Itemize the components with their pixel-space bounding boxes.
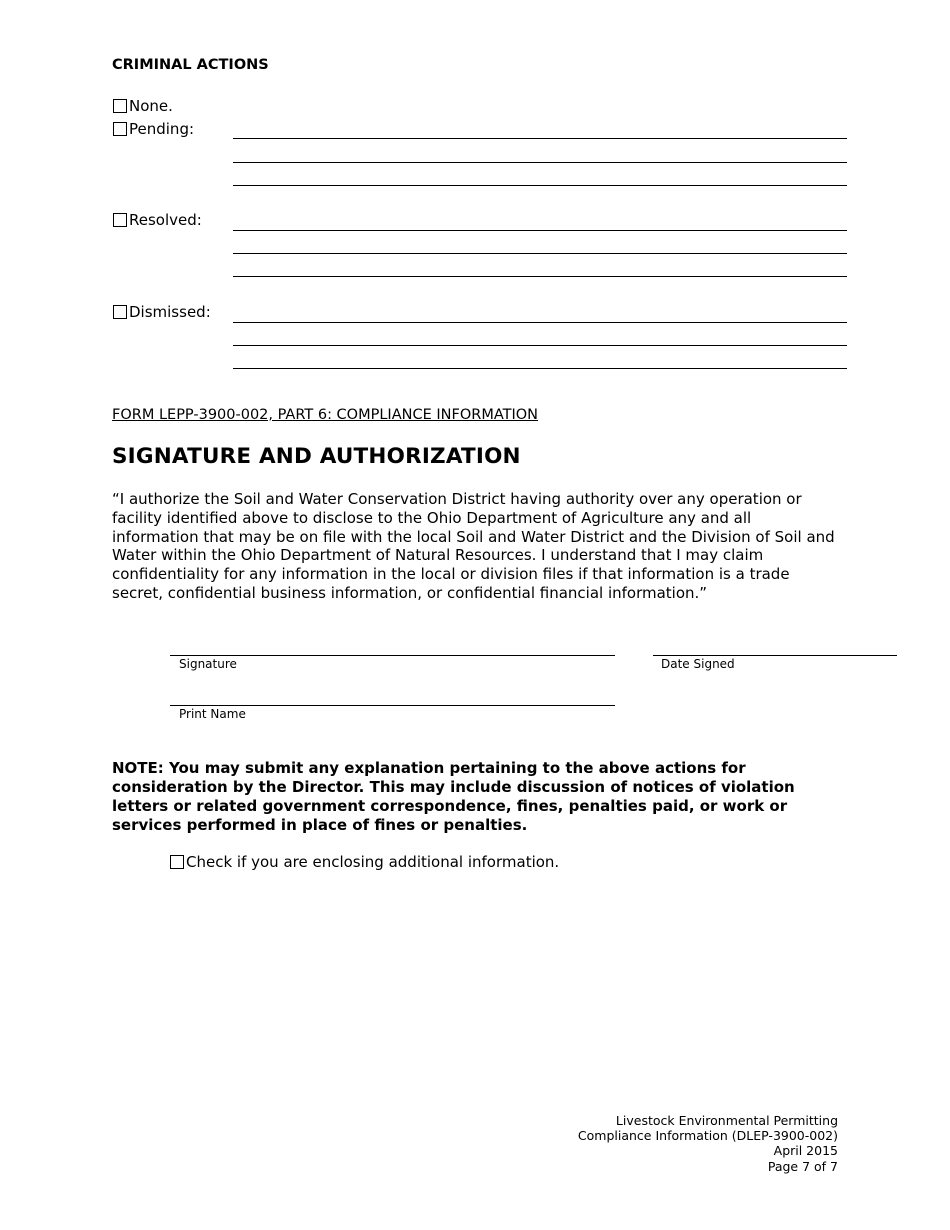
enclosure-label: Check if you are enclosing additional information. [186, 853, 560, 871]
footer-line-1: Livestock Environmental Permitting [615, 1113, 838, 1128]
dismissed-label: Dismissed: [129, 303, 211, 321]
dismissed-line-1[interactable] [233, 322, 847, 323]
resolved-checkbox[interactable] [113, 213, 127, 227]
date-signed-label: Date Signed [661, 657, 735, 671]
pending-label: Pending: [129, 120, 195, 138]
pending-line-2[interactable] [233, 162, 847, 163]
none-label: None. [129, 97, 173, 115]
option-dismissed[interactable] [113, 303, 211, 321]
footer-line-3: April 2015 [773, 1143, 838, 1159]
none-checkbox[interactable] [113, 99, 127, 113]
pending-line-3[interactable] [233, 185, 847, 186]
note-text: NOTE: You may submit any explanation pertaining to the above actions for consideration by the Director. This may include discussion of notices of violation letters or related government correspondence, fines, penalties paid, or work or services performed in place of fines or penalties. [112, 759, 795, 834]
criminal-actions-title: CRIMINAL ACTIONS [112, 57, 269, 73]
footer-page-number: Page 7 of 7 [767, 1158, 838, 1174]
print-name-label: Print Name [179, 707, 246, 721]
form-reference: FORM LEPP-3900-002, PART 6: COMPLIANCE INFORMATION [112, 407, 539, 423]
signature-heading: SIGNATURE AND AUTHORIZATION [112, 444, 521, 469]
pending-line-1[interactable] [233, 138, 847, 139]
date-signed-line[interactable] [653, 655, 897, 656]
enclosure-checkbox[interactable] [170, 855, 184, 869]
resolved-line-2[interactable] [233, 253, 847, 254]
resolved-label: Resolved: [129, 211, 202, 229]
print-name-line[interactable] [170, 705, 615, 706]
option-pending[interactable] [113, 120, 194, 138]
page-footer [540, 1113, 838, 1174]
authorization-text: “I authorize the Soil and Water Conservation District having authority over any operation or facility identified above to disclose to the Ohio Department of Agriculture any and all information that may be on file with the local Soil and Water District and the Division of Soil and Water within the Ohio Department of Natural Resources. I understand that I may claim confidentiality for any information in the local or division files if that information is a trade secret, confidential business information, or confidential financial information.” [112, 490, 835, 602]
option-none[interactable] [113, 97, 173, 115]
dismissed-line-2[interactable] [233, 345, 847, 346]
resolved-line-1[interactable] [233, 230, 847, 231]
footer-line-2: Compliance Information (DLEP-3900-002) [577, 1128, 838, 1144]
enclosure-option[interactable] [170, 853, 559, 871]
dismissed-checkbox[interactable] [113, 305, 127, 319]
option-resolved[interactable] [113, 211, 202, 229]
dismissed-line-3[interactable] [233, 368, 847, 369]
pending-checkbox[interactable] [113, 122, 127, 136]
resolved-line-3[interactable] [233, 276, 847, 277]
signature-label: Signature [179, 657, 237, 671]
signature-line[interactable] [170, 655, 615, 656]
